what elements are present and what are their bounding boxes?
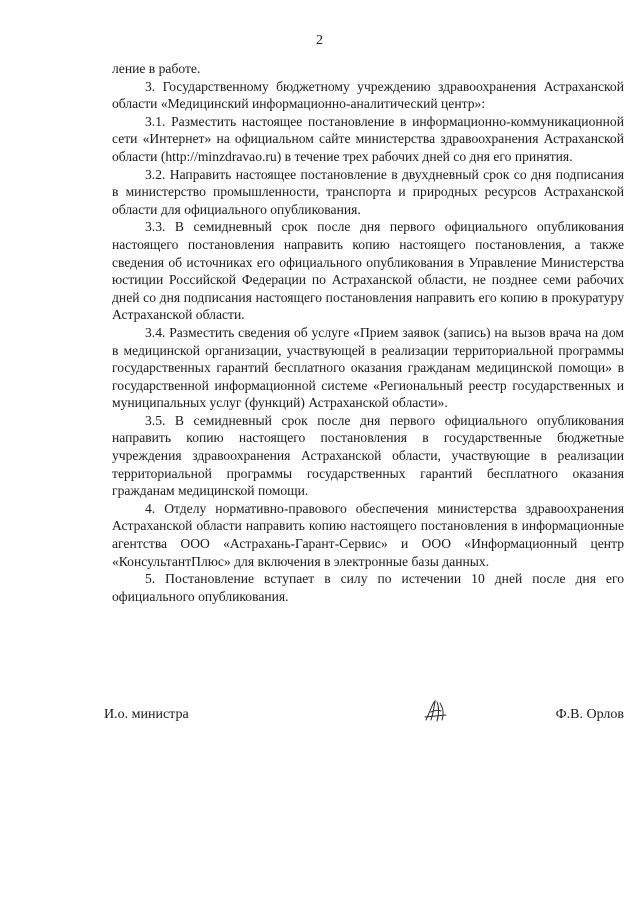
paragraph-continuation: ление в работе.: [112, 61, 201, 76]
signatory-title: И.о. министра: [104, 707, 189, 722]
page-number: 2: [316, 33, 323, 48]
signature-block: [104, 704, 624, 724]
paragraph-item-5: 5. Постановление вступает в силу по истечении 10 дней после дня его официального опубликования.: [112, 571, 624, 604]
signatory-name: Ф.В. Орлов: [555, 707, 624, 722]
paragraph-item-3-4: 3.4. Разместить сведения об услуге «Прием заявок (запись) на вызов врача на дом в медицинской организации, участвующей в реализации территориальной программы государственных гарантий бесплатного оказания гражданам медицинской помощи» в государственной информационной системе «Региональный реестр государственных и муниципальных услуг (функций) Астраханской области».: [112, 324, 624, 411]
paragraph-item-4: 4. Отделу нормативно-правового обеспечения министерства здравоохранения Астраханской области направить копию настоящего постановления в информационные агентства ООО «Астрахань-Гарант-Сервис» и ООО «Информационный центр «КонсультантПлюс» для включения в электронные базы данных.: [112, 500, 624, 569]
paragraph-item-3-2: 3.2. Направить настоящее постановление в двухдневный срок со дня подписания в министерство промышленности, транспорта и природных ресурсов Астраханской области для официального опубликования.: [112, 166, 624, 217]
paragraph-item-3-5: 3.5. В семидневный срок после дня первого официального опубликования направить копию настоящего постановления в государственные бюджетные учреждения здравоохранения Астраханской области, участвующие в реализации территориальной программы государственных гарантий бесплатного оказания гражданам медицинской помощи.: [112, 412, 624, 499]
paragraph-item-3: 3. Государственному бюджетному учреждению здравоохранения Астраханской области «Медицинский информационно-аналитический центр»:: [112, 78, 624, 112]
paragraph-item-3-1: 3.1. Разместить настоящее постановление в информационно-коммуникационной сети «Интернет» на официальном сайте министерства здравоохранения Астраханской области (http://minzdravao.ru) в течение трех рабочих дней со дня его принятия.: [112, 113, 624, 164]
handwritten-signature-icon: [422, 698, 450, 724]
paragraph-item-3-3: 3.3. В семидневный срок после дня первого официального опубликования настоящего постановления направить копию настоящего постановления, а также сведения об источниках его официального опубликования в Управление Министерства юстиции Российской Федерации по Астраханской области, не позднее семи рабочих дней со дня подписания настоящего постановления направить его копию в прокуратуру Астраханской области.: [112, 219, 624, 323]
document-body: [112, 60, 624, 605]
